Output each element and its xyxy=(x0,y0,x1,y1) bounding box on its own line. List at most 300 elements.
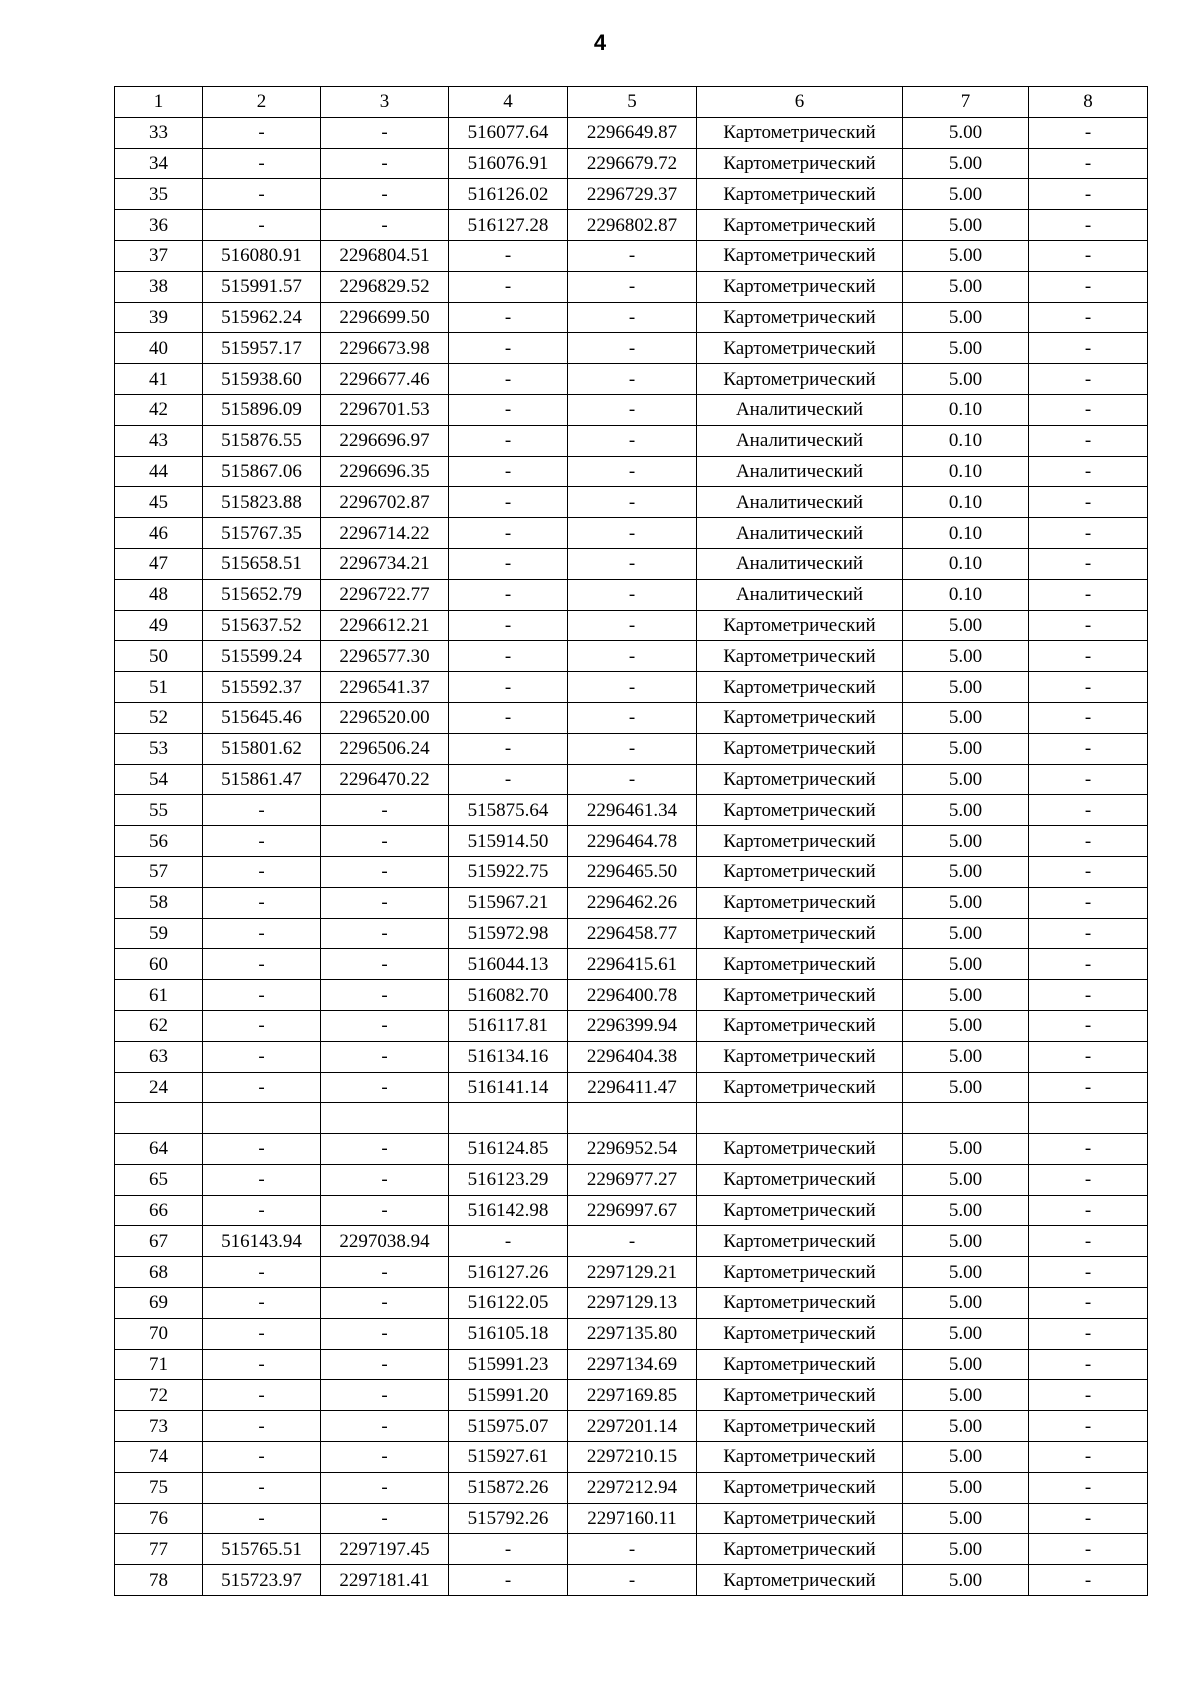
old-y-cell: - xyxy=(321,1349,449,1380)
new-x-cell: 516141.14 xyxy=(449,1072,568,1103)
point-number-cell: 73 xyxy=(115,1411,203,1442)
new-y-cell: 2296458.77 xyxy=(568,918,697,949)
old-y-cell: - xyxy=(321,1164,449,1195)
new-x-cell: - xyxy=(449,271,568,302)
new-y-cell: 2296464.78 xyxy=(568,826,697,857)
accuracy-cell: 5.00 xyxy=(903,949,1029,980)
old-x-cell: - xyxy=(203,1288,321,1319)
old-y-cell: - xyxy=(321,1288,449,1319)
description-cell: - xyxy=(1029,210,1148,241)
old-y-cell: 2296699.50 xyxy=(321,302,449,333)
method-cell: Картометрический xyxy=(697,733,903,764)
accuracy-cell: 5.00 xyxy=(903,1380,1029,1411)
accuracy-cell: 5.00 xyxy=(903,918,1029,949)
new-y-cell: - xyxy=(568,672,697,703)
new-y-cell: 2296977.27 xyxy=(568,1164,697,1195)
table-row xyxy=(115,641,1148,672)
accuracy-cell: 5.00 xyxy=(903,980,1029,1011)
method-cell: Картометрический xyxy=(697,764,903,795)
old-x-cell: 515723.97 xyxy=(203,1565,321,1596)
accuracy-cell: 5.00 xyxy=(903,764,1029,795)
accuracy-cell: 5.00 xyxy=(903,1195,1029,1226)
point-number-cell: 41 xyxy=(115,364,203,395)
table-row xyxy=(115,1226,1148,1257)
table-row xyxy=(115,333,1148,364)
description-cell: - xyxy=(1029,795,1148,826)
table-row xyxy=(115,949,1148,980)
old-y-cell: - xyxy=(321,795,449,826)
description-cell: - xyxy=(1029,148,1148,179)
new-x-cell: 515914.50 xyxy=(449,826,568,857)
table-row xyxy=(115,518,1148,549)
new-x-cell: 516105.18 xyxy=(449,1318,568,1349)
new-x-cell: - xyxy=(449,240,568,271)
table-row xyxy=(115,117,1148,148)
description-cell: - xyxy=(1029,702,1148,733)
old-y-cell: 2296829.52 xyxy=(321,271,449,302)
accuracy-cell: 5.00 xyxy=(903,1010,1029,1041)
old-x-cell: - xyxy=(203,1010,321,1041)
accuracy-cell: 5.00 xyxy=(903,1288,1029,1319)
accuracy-cell: 5.00 xyxy=(903,826,1029,857)
description-cell: - xyxy=(1029,271,1148,302)
description-cell: - xyxy=(1029,302,1148,333)
new-x-cell: 516123.29 xyxy=(449,1164,568,1195)
old-y-cell: 2296470.22 xyxy=(321,764,449,795)
new-x-cell: - xyxy=(449,548,568,579)
accuracy-cell: 0.10 xyxy=(903,579,1029,610)
method-cell: Картометрический xyxy=(697,1041,903,1072)
description-cell: - xyxy=(1029,240,1148,271)
table-row xyxy=(115,795,1148,826)
method-cell: Картометрический xyxy=(697,1134,903,1165)
new-y-cell: - xyxy=(568,394,697,425)
method-cell: Картометрический xyxy=(697,856,903,887)
new-y-cell: - xyxy=(568,364,697,395)
new-x-cell: - xyxy=(449,394,568,425)
old-x-cell: - xyxy=(203,1380,321,1411)
new-x-cell: 515975.07 xyxy=(449,1411,568,1442)
point-number-cell: 60 xyxy=(115,949,203,980)
column-header: 5 xyxy=(568,87,697,118)
accuracy-cell: 5.00 xyxy=(903,1318,1029,1349)
accuracy-cell: 5.00 xyxy=(903,1503,1029,1534)
accuracy-cell: 0.10 xyxy=(903,487,1029,518)
old-x-cell: 515896.09 xyxy=(203,394,321,425)
table-row xyxy=(115,210,1148,241)
accuracy-cell: 0.10 xyxy=(903,394,1029,425)
point-number-cell: 38 xyxy=(115,271,203,302)
method-cell: Картометрический xyxy=(697,641,903,672)
method-cell: Картометрический xyxy=(697,1226,903,1257)
method-cell: Картометрический xyxy=(697,1288,903,1319)
accuracy-cell: 0.10 xyxy=(903,456,1029,487)
table-row xyxy=(115,1103,1148,1134)
method-cell: Картометрический xyxy=(697,1164,903,1195)
table-row xyxy=(115,1134,1148,1165)
point-number-cell: 55 xyxy=(115,795,203,826)
old-x-cell: - xyxy=(203,918,321,949)
old-y-cell: 2297181.41 xyxy=(321,1565,449,1596)
new-x-cell: - xyxy=(449,333,568,364)
old-x-cell: - xyxy=(203,1318,321,1349)
method-cell: Аналитический xyxy=(697,487,903,518)
description-cell: - xyxy=(1029,918,1148,949)
new-y-cell: - xyxy=(568,641,697,672)
new-y-cell: - xyxy=(568,302,697,333)
new-y-cell: - xyxy=(568,333,697,364)
table-row xyxy=(115,240,1148,271)
description-cell: - xyxy=(1029,456,1148,487)
new-y-cell: 2297210.15 xyxy=(568,1442,697,1473)
point-number-cell: 46 xyxy=(115,518,203,549)
new-y-cell: 2297135.80 xyxy=(568,1318,697,1349)
method-cell: Картометрический xyxy=(697,364,903,395)
old-x-cell: - xyxy=(203,1072,321,1103)
accuracy-cell: 5.00 xyxy=(903,148,1029,179)
new-x-cell: - xyxy=(449,456,568,487)
new-x-cell: 516127.28 xyxy=(449,210,568,241)
old-x-cell: - xyxy=(203,1134,321,1165)
old-y-cell: - xyxy=(321,826,449,857)
old-y-cell: - xyxy=(321,1380,449,1411)
point-number-cell: 51 xyxy=(115,672,203,703)
old-y-cell: - xyxy=(321,148,449,179)
point-number-cell: 50 xyxy=(115,641,203,672)
method-cell: Картометрический xyxy=(697,1380,903,1411)
point-number-cell: 45 xyxy=(115,487,203,518)
old-x-cell: - xyxy=(203,1041,321,1072)
old-x-cell: - xyxy=(203,179,321,210)
method-cell: Аналитический xyxy=(697,548,903,579)
description-cell: - xyxy=(1029,1164,1148,1195)
old-y-cell: - xyxy=(321,1257,449,1288)
new-x-cell: - xyxy=(449,579,568,610)
table-row xyxy=(115,302,1148,333)
description-cell: - xyxy=(1029,333,1148,364)
new-x-cell: - xyxy=(449,302,568,333)
old-x-cell: 515861.47 xyxy=(203,764,321,795)
new-x-cell: - xyxy=(449,425,568,456)
method-cell: Картометрический xyxy=(697,240,903,271)
method-cell: Картометрический xyxy=(697,117,903,148)
old-y-cell: - xyxy=(321,1318,449,1349)
accuracy-cell: 5.00 xyxy=(903,1411,1029,1442)
new-x-cell: - xyxy=(449,518,568,549)
accuracy-cell: 5.00 xyxy=(903,1349,1029,1380)
new-x-cell: - xyxy=(449,764,568,795)
new-y-cell: 2296729.37 xyxy=(568,179,697,210)
point-number-cell: 69 xyxy=(115,1288,203,1319)
old-x-cell: - xyxy=(203,1472,321,1503)
new-x-cell: 516076.91 xyxy=(449,148,568,179)
new-x-cell: - xyxy=(449,1534,568,1565)
point-number-cell: 34 xyxy=(115,148,203,179)
accuracy-cell: 5.00 xyxy=(903,302,1029,333)
table-row xyxy=(115,1534,1148,1565)
old-y-cell: - xyxy=(321,1411,449,1442)
old-y-cell: 2296696.35 xyxy=(321,456,449,487)
description-cell xyxy=(1029,1103,1148,1134)
old-y-cell: 2296541.37 xyxy=(321,672,449,703)
method-cell: Картометрический xyxy=(697,918,903,949)
description-cell: - xyxy=(1029,117,1148,148)
description-cell: - xyxy=(1029,1072,1148,1103)
old-x-cell: 515645.46 xyxy=(203,702,321,733)
point-number-cell: 49 xyxy=(115,610,203,641)
new-y-cell: - xyxy=(568,764,697,795)
table-row xyxy=(115,1380,1148,1411)
method-cell: Картометрический xyxy=(697,1503,903,1534)
new-x-cell: 516122.05 xyxy=(449,1288,568,1319)
description-cell: - xyxy=(1029,1010,1148,1041)
old-y-cell: - xyxy=(321,1134,449,1165)
new-y-cell: 2296649.87 xyxy=(568,117,697,148)
accuracy-cell: 5.00 xyxy=(903,1134,1029,1165)
new-y-cell: 2296679.72 xyxy=(568,148,697,179)
old-y-cell: 2296612.21 xyxy=(321,610,449,641)
table-row xyxy=(115,579,1148,610)
new-x-cell: - xyxy=(449,1565,568,1596)
method-cell: Картометрический xyxy=(697,1257,903,1288)
new-x-cell: 516082.70 xyxy=(449,980,568,1011)
method-cell: Картометрический xyxy=(697,210,903,241)
method-cell: Картометрический xyxy=(697,1010,903,1041)
description-cell: - xyxy=(1029,579,1148,610)
accuracy-cell: 5.00 xyxy=(903,856,1029,887)
new-y-cell: - xyxy=(568,610,697,641)
method-cell: Картометрический xyxy=(697,826,903,857)
new-y-cell: 2297134.69 xyxy=(568,1349,697,1380)
description-cell: - xyxy=(1029,179,1148,210)
old-x-cell: 515592.37 xyxy=(203,672,321,703)
old-y-cell: - xyxy=(321,980,449,1011)
point-number-cell: 44 xyxy=(115,456,203,487)
table-row xyxy=(115,1164,1148,1195)
old-x-cell: - xyxy=(203,1442,321,1473)
new-y-cell xyxy=(568,1103,697,1134)
old-x-cell: - xyxy=(203,210,321,241)
description-cell: - xyxy=(1029,764,1148,795)
description-cell: - xyxy=(1029,394,1148,425)
table-row xyxy=(115,1041,1148,1072)
old-y-cell: 2297038.94 xyxy=(321,1226,449,1257)
new-y-cell: 2296461.34 xyxy=(568,795,697,826)
new-x-cell: - xyxy=(449,702,568,733)
accuracy-cell: 5.00 xyxy=(903,179,1029,210)
description-cell: - xyxy=(1029,1195,1148,1226)
point-number-cell: 71 xyxy=(115,1349,203,1380)
new-x-cell: 516127.26 xyxy=(449,1257,568,1288)
coordinates-table xyxy=(114,86,1148,1596)
table-row xyxy=(115,1257,1148,1288)
old-x-cell: 515991.57 xyxy=(203,271,321,302)
point-number-cell: 59 xyxy=(115,918,203,949)
method-cell: Картометрический xyxy=(697,1349,903,1380)
point-number-cell: 72 xyxy=(115,1380,203,1411)
method-cell: Картометрический xyxy=(697,702,903,733)
old-y-cell: - xyxy=(321,117,449,148)
old-x-cell: 515957.17 xyxy=(203,333,321,364)
new-y-cell: 2296415.61 xyxy=(568,949,697,980)
table-row xyxy=(115,1010,1148,1041)
table-row xyxy=(115,764,1148,795)
old-y-cell: - xyxy=(321,179,449,210)
old-y-cell: 2296734.21 xyxy=(321,548,449,579)
new-x-cell: - xyxy=(449,733,568,764)
description-cell: - xyxy=(1029,1288,1148,1319)
point-number-cell: 66 xyxy=(115,1195,203,1226)
new-x-cell: 516126.02 xyxy=(449,179,568,210)
point-number-cell: 48 xyxy=(115,579,203,610)
new-y-cell: - xyxy=(568,271,697,302)
old-x-cell: 515801.62 xyxy=(203,733,321,764)
new-y-cell: 2297129.21 xyxy=(568,1257,697,1288)
accuracy-cell: 5.00 xyxy=(903,1565,1029,1596)
new-x-cell: 515991.20 xyxy=(449,1380,568,1411)
column-header: 1 xyxy=(115,87,203,118)
old-y-cell: - xyxy=(321,1041,449,1072)
description-cell: - xyxy=(1029,364,1148,395)
new-y-cell: 2296802.87 xyxy=(568,210,697,241)
method-cell: Картометрический xyxy=(697,610,903,641)
description-cell: - xyxy=(1029,1041,1148,1072)
description-cell: - xyxy=(1029,949,1148,980)
description-cell: - xyxy=(1029,518,1148,549)
table-row xyxy=(115,1442,1148,1473)
new-y-cell: 2296952.54 xyxy=(568,1134,697,1165)
accuracy-cell: 5.00 xyxy=(903,1072,1029,1103)
new-x-cell: - xyxy=(449,610,568,641)
accuracy-cell: 5.00 xyxy=(903,1041,1029,1072)
old-y-cell: - xyxy=(321,210,449,241)
old-y-cell: - xyxy=(321,1072,449,1103)
table-row xyxy=(115,148,1148,179)
new-x-cell: - xyxy=(449,641,568,672)
method-cell: Аналитический xyxy=(697,518,903,549)
table-row xyxy=(115,826,1148,857)
old-x-cell: 515938.60 xyxy=(203,364,321,395)
accuracy-cell: 5.00 xyxy=(903,333,1029,364)
old-x-cell: 515962.24 xyxy=(203,302,321,333)
point-number-cell: 61 xyxy=(115,980,203,1011)
old-y-cell: - xyxy=(321,1010,449,1041)
description-cell: - xyxy=(1029,641,1148,672)
point-number-cell: 33 xyxy=(115,117,203,148)
old-y-cell: - xyxy=(321,1195,449,1226)
description-cell: - xyxy=(1029,1411,1148,1442)
accuracy-cell: 5.00 xyxy=(903,117,1029,148)
accuracy-cell: 5.00 xyxy=(903,1257,1029,1288)
point-number-cell: 58 xyxy=(115,887,203,918)
method-cell: Картометрический xyxy=(697,1072,903,1103)
accuracy-cell: 5.00 xyxy=(903,1164,1029,1195)
table-header-row xyxy=(115,87,1148,118)
description-cell: - xyxy=(1029,1565,1148,1596)
old-x-cell: - xyxy=(203,949,321,980)
old-y-cell: 2296677.46 xyxy=(321,364,449,395)
column-header: 6 xyxy=(697,87,903,118)
method-cell: Картометрический xyxy=(697,949,903,980)
old-x-cell: 515637.52 xyxy=(203,610,321,641)
new-y-cell: - xyxy=(568,425,697,456)
old-y-cell: - xyxy=(321,1442,449,1473)
new-x-cell: 515922.75 xyxy=(449,856,568,887)
accuracy-cell: 5.00 xyxy=(903,271,1029,302)
new-x-cell: 516142.98 xyxy=(449,1195,568,1226)
table-row xyxy=(115,548,1148,579)
old-x-cell: - xyxy=(203,826,321,857)
old-x-cell: - xyxy=(203,117,321,148)
table-row xyxy=(115,1349,1148,1380)
accuracy-cell: 5.00 xyxy=(903,733,1029,764)
table-row xyxy=(115,856,1148,887)
method-cell: Картометрический xyxy=(697,1411,903,1442)
table-row xyxy=(115,1565,1148,1596)
description-cell: - xyxy=(1029,1349,1148,1380)
old-x-cell: - xyxy=(203,1164,321,1195)
accuracy-cell: 5.00 xyxy=(903,1472,1029,1503)
description-cell: - xyxy=(1029,425,1148,456)
old-x-cell xyxy=(203,1103,321,1134)
old-y-cell: - xyxy=(321,887,449,918)
new-y-cell: - xyxy=(568,579,697,610)
description-cell: - xyxy=(1029,826,1148,857)
table-row xyxy=(115,1411,1148,1442)
method-cell: Картометрический xyxy=(697,148,903,179)
method-cell: Картометрический xyxy=(697,980,903,1011)
description-cell: - xyxy=(1029,1257,1148,1288)
description-cell: - xyxy=(1029,672,1148,703)
accuracy-cell: 0.10 xyxy=(903,548,1029,579)
old-x-cell: 515823.88 xyxy=(203,487,321,518)
description-cell: - xyxy=(1029,548,1148,579)
point-number-cell: 78 xyxy=(115,1565,203,1596)
description-cell: - xyxy=(1029,1226,1148,1257)
new-x-cell: - xyxy=(449,364,568,395)
method-cell: Картометрический xyxy=(697,1472,903,1503)
new-y-cell: - xyxy=(568,733,697,764)
table-row xyxy=(115,1072,1148,1103)
accuracy-cell: 0.10 xyxy=(903,425,1029,456)
old-y-cell: 2296506.24 xyxy=(321,733,449,764)
new-y-cell: - xyxy=(568,702,697,733)
table-row xyxy=(115,394,1148,425)
description-cell: - xyxy=(1029,610,1148,641)
description-cell: - xyxy=(1029,1134,1148,1165)
new-y-cell: 2296404.38 xyxy=(568,1041,697,1072)
table-row xyxy=(115,425,1148,456)
new-y-cell: 2296465.50 xyxy=(568,856,697,887)
old-y-cell: 2296696.97 xyxy=(321,425,449,456)
new-y-cell: - xyxy=(568,1534,697,1565)
new-y-cell: 2296399.94 xyxy=(568,1010,697,1041)
old-y-cell: - xyxy=(321,1503,449,1534)
new-y-cell: 2296411.47 xyxy=(568,1072,697,1103)
method-cell: Картометрический xyxy=(697,1565,903,1596)
old-y-cell: 2296702.87 xyxy=(321,487,449,518)
point-number-cell: 24 xyxy=(115,1072,203,1103)
new-x-cell: - xyxy=(449,672,568,703)
old-x-cell: 515767.35 xyxy=(203,518,321,549)
table-row xyxy=(115,887,1148,918)
description-cell: - xyxy=(1029,856,1148,887)
description-cell: - xyxy=(1029,1503,1148,1534)
table-row xyxy=(115,1288,1148,1319)
method-cell: Картометрический xyxy=(697,672,903,703)
method-cell: Аналитический xyxy=(697,456,903,487)
point-number-cell: 43 xyxy=(115,425,203,456)
